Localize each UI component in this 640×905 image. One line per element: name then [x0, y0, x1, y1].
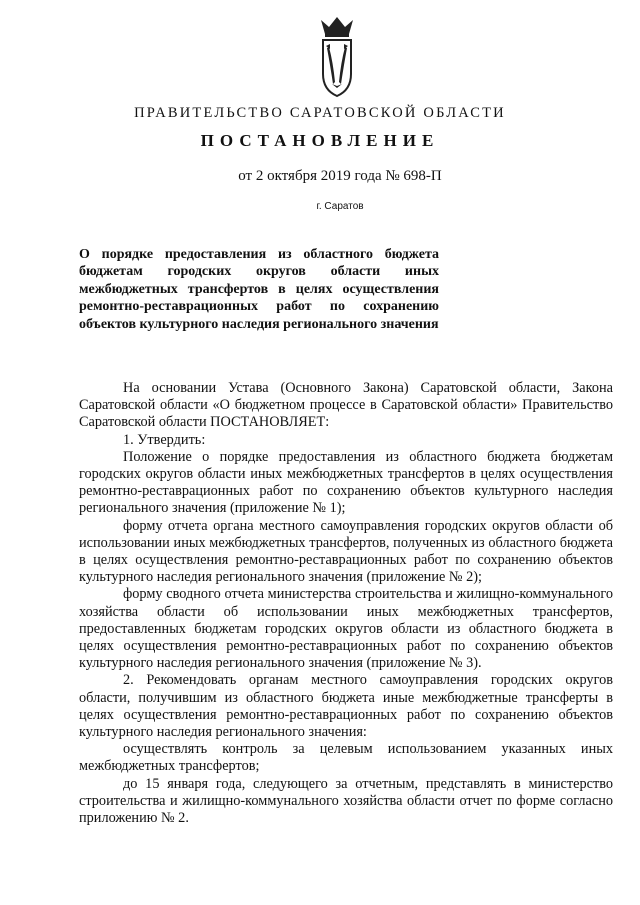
document-title: О порядке предоставления из областного бюджета бюджетам городских округов области иных межбюджетных трансфертов в целях осуществления ремонтно-реставрационных работ по сохранению объектов культурного наследия регионального значения [79, 247, 439, 332]
body-paragraph: На основании Устава (Основного Закона) Саратовской области, Закона Саратовской области «О бюджетном процессе в Саратовской области» Правительство Саратовской области ПОСТАНОВЛЯЕТ: [79, 380, 613, 431]
body-paragraph: до 15 января года, следующего за отчетным, представлять в министерство строительства и жилищно-коммунального хозяйства области отчет по форме согласно приложению № 2. [79, 775, 613, 827]
document-city: г. Саратов [316, 201, 364, 212]
body-paragraph: осуществлять контроль за целевым использованием указанных иных межбюджетных трансфертов; [79, 741, 613, 775]
body-paragraph: 1. Утвердить: [123, 431, 206, 448]
body-paragraph: форму отчета органа местного самоуправления городских округов области об использовании иных межбюджетных трансфертов, полученных из областного бюджета в целях осуществления ремонтно-реставрационных работ по сохранению объектов культурного наследия регионального значения (приложение № 2); [79, 517, 613, 586]
saratov-coat-of-arms-icon [314, 14, 360, 100]
government-name: ПРАВИТЕЛЬСТВО САРАТОВСКОЙ ОБЛАСТИ [134, 105, 506, 121]
document-date-number: от 2 октября 2019 года № 698-П [238, 168, 442, 184]
document-type: ПОСТАНОВЛЕНИЕ [200, 131, 440, 150]
body-paragraph: Положение о порядке предоставления из областного бюджета бюджетам городских округов области иных межбюджетных трансфертов в целях осуществления ремонтно-реставрационных работ по сохранению объектов культурного наследия регионального значения (приложение № 1); [79, 448, 613, 517]
document-body [79, 380, 613, 827]
body-paragraph: 2. Рекомендовать органам местного самоуправления городских округов области, получившим из областного бюджета иные межбюджетные трансферты в целях осуществления ремонтно-реставрационных работ по сохранению объектов культурного наследия регионального значения: [79, 672, 613, 741]
body-paragraph: форму сводного отчета министерства строительства и жилищно-коммунального хозяйства области об использовании иных межбюджетных трансфертов, предоставленных бюджетам городских округов области из областного бюджета в целях осуществления ремонтно-реставрационных работ по сохранению объектов культурного наследия регионального значения (приложение № 3). [79, 586, 613, 672]
